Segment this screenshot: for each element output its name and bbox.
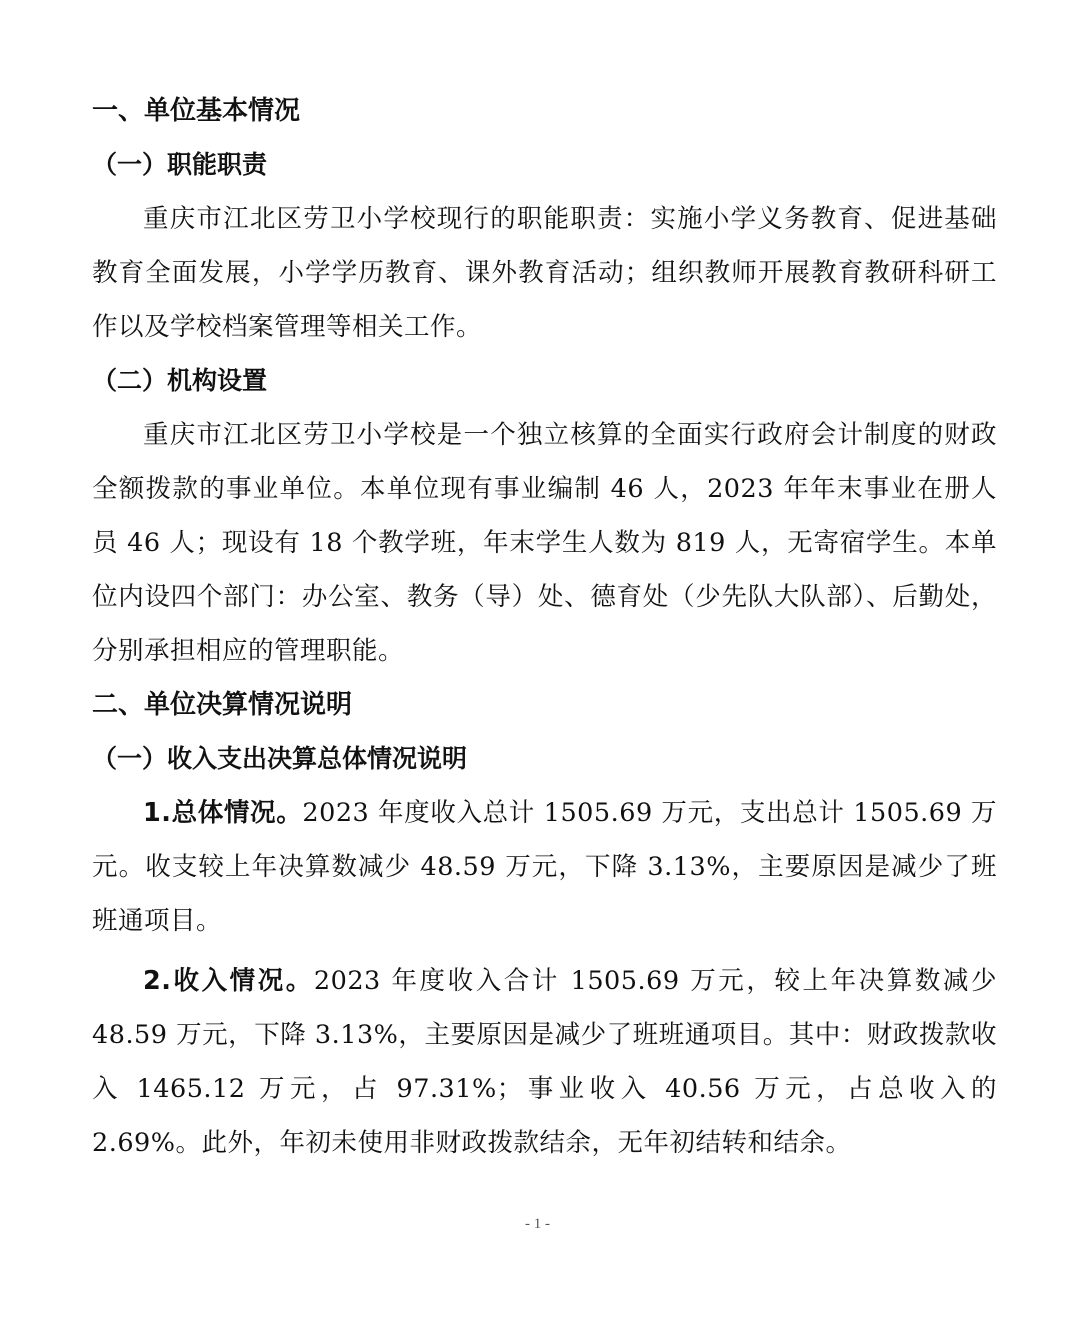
structure-paragraph: 重庆市江北区劳卫小学校是一个独立核算的全面实行政府会计制度的财政全额拨款的事业单位。本单位现有事业编制 46 人，2023 年年末事业在册人员 46 人；现设有 18 个教学班，年末学生人数为 819 人，无寄宿学生。本单位内设四个部门：办公室、教务（导）处、德育处（少先队大队部）、后勤处，分别承担相应的管理职能。 [92, 420, 997, 666]
subsection-structure-heading: （二）机构设置 [92, 366, 268, 395]
subsection-duties-heading: （一）职能职责 [92, 150, 268, 179]
section-2-heading: 二、单位决算情况说明 [92, 690, 353, 720]
subsection-overview-heading: （一）收入支出决算总体情况说明 [92, 744, 468, 773]
section-1-heading: 一、单位基本情况 [92, 96, 301, 126]
page-number: - 1 - [525, 1216, 550, 1232]
overall-situation-text: 2023 年度收入总计 1505.69 万元，支出总计 1505.69 万元。收支较上年决算数减少 48.59 万元，下降 3.13%，主要原因是减少了班班通项目。 [92, 798, 997, 936]
duties-paragraph: 重庆市江北区劳卫小学校现行的职能职责：实施小学义务教育、促进基础教育全面发展，小学学历教育、课外教育活动；组织教师开展教育教研科研工作以及学校档案管理等相关工作。 [92, 204, 997, 342]
income-situation-text: 2023 年度收入合计 1505.69 万元，较上年决算数减少 48.59 万元，下降 3.13%，主要原因是减少了班班通项目。其中：财政拨款收入 1465.12 万元，占 97.31%；事业收入 40.56 万元，占总收入的 2.69%。此外，年初未使用非财政拨款结余，无年初结转和结余。 [92, 966, 997, 1158]
overall-situation-paragraph [92, 786, 997, 948]
income-situation-lead: 2.收入情况。 [143, 966, 314, 996]
income-situation-paragraph [92, 954, 997, 1170]
overall-situation-lead: 1.总体情况。 [143, 798, 303, 828]
